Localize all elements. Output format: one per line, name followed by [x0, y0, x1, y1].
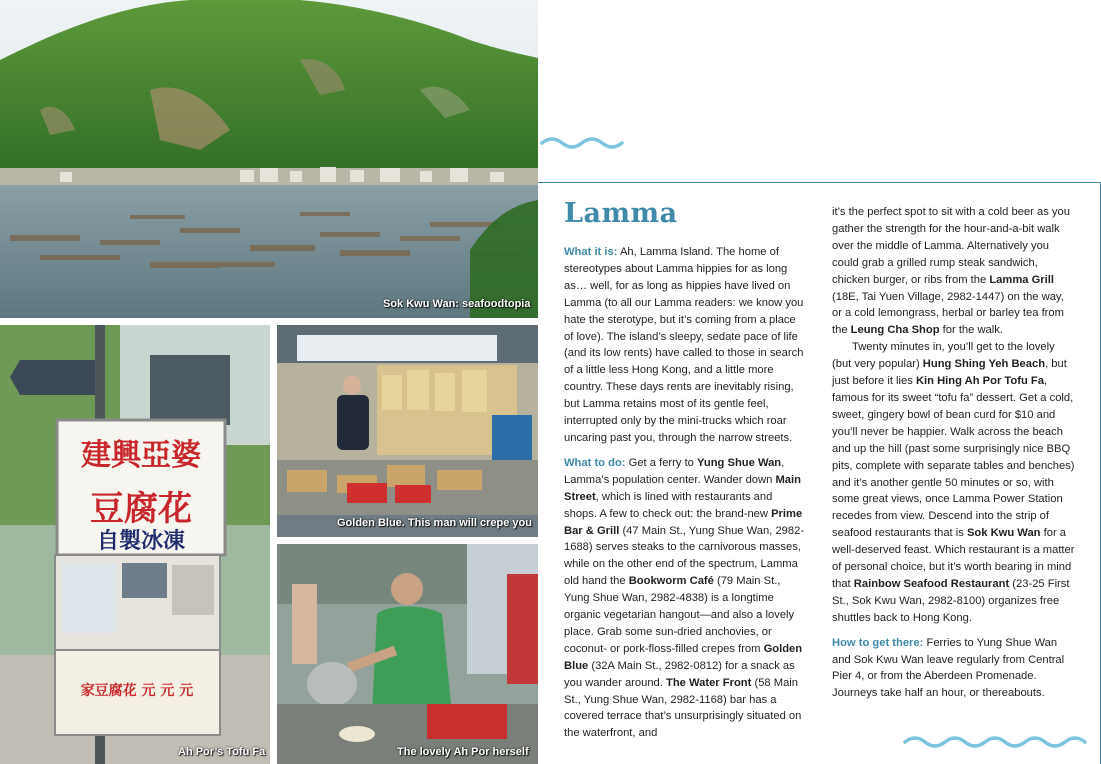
- place-name: Yung Shue Wan: [697, 456, 782, 469]
- photo-caption: Sok Kwu Wan: seafoodtopia: [383, 298, 531, 310]
- article-title: Lamma: [564, 198, 678, 229]
- ah-por-photo: [277, 544, 538, 764]
- paragraph-text: (79 Main St., Yung Shue Wan, 2982-4838) is a longtime organic vegetarian hangout—and also a lovely place. Grab some sun-dried anchovies, or coconut- or pork-floss-filled crepes from: [564, 575, 795, 655]
- place-name: Kin Hing Ah Por Tofu Fa: [915, 375, 1044, 388]
- golden-blue-photo: [277, 325, 538, 537]
- place-name: Hung Shing Yeh Beach: [922, 358, 1046, 371]
- section-heading: What to do:: [564, 456, 626, 469]
- place-name: Rainbow Seafood Restaurant: [853, 577, 1010, 590]
- paragraph-text: , Lamma’s population center. Wander down: [564, 456, 785, 486]
- section-heading: How to get there:: [832, 636, 924, 649]
- sign-board-small: 家豆腐花 元 元 元: [80, 683, 194, 699]
- place-name: Bookworm Café: [628, 575, 714, 588]
- place-name: Prime Bar & Grill: [564, 507, 803, 537]
- paragraph-text: (58 Main St., Yung Shue Wan, 2982-1168) bar has a covered terrace that’s unsurprisingly situated on the waterfront, and: [564, 676, 802, 740]
- lamma-harbour-photo: [0, 0, 538, 318]
- place-name: Lamma Grill: [989, 273, 1054, 286]
- paragraph-what-it-is: [564, 244, 808, 447]
- paragraph-text: it’s the perfect spot to sit with a cold beer as you gather the strength for the hour-and-a-bit walk over the middle of Lamma. Alternatively you could grab a grilled rump steak sandwich, chicken burger, or ribs from the: [832, 206, 1070, 286]
- article-column-1: [564, 244, 808, 742]
- paragraph-text: Ferries to Yung Shue Wan and Sok Kwu Wan leave regularly from Central Pier 4, or from the Aberdeen Promenade. Journeys take half an hour, or thereabouts.: [832, 636, 1065, 700]
- paragraph-text: (18E, Tai Yuen Village, 2982-1447) on the way, or a cold lemongrass, herbal or barley tea from the: [832, 290, 1064, 337]
- paragraph-how-to-get-there: [832, 635, 1076, 703]
- photo-caption: Golden Blue. This man will crepe you: [337, 517, 532, 529]
- paragraph-continued: [832, 204, 1076, 339]
- place-name: The Water Front: [666, 676, 752, 689]
- photo-caption: The lovely Ah Por herself: [397, 746, 529, 758]
- ah-por-illustration: [277, 544, 538, 764]
- harbour-illustration: [0, 0, 538, 318]
- paragraph-walk: [832, 339, 1076, 626]
- shop-illustration: [277, 325, 538, 537]
- place-name: Leung Cha Shop: [850, 324, 940, 337]
- paragraph-text: , which is lined with restaurants and shops. A few to check out: the brand-new: [564, 490, 773, 520]
- paragraph-text: for the walk.: [939, 324, 1003, 337]
- place-name: Golden Blue: [564, 642, 803, 672]
- sign-line-3: 自製冰凍: [96, 528, 186, 554]
- paragraph-text: (23-25 First St., Sok Kwu Wan, 2982-8100) organizes free shuttles back to Hong Kong.: [832, 577, 1070, 624]
- paragraph-text: Twenty minutes in, you’ll get to the lovely (but very popular): [832, 341, 1055, 371]
- tofu-fa-sign-photo: [0, 325, 270, 764]
- paragraph-text: (32A Main St., 2982-0812) for a snack as you wander around.: [564, 659, 795, 689]
- sign-line-2: 豆腐花: [90, 489, 192, 529]
- place-name: Main Street: [564, 473, 801, 503]
- paragraph-text: , but just before it lies: [832, 358, 1067, 388]
- sign-illustration: [0, 325, 270, 764]
- paragraph-text: for a well-deserved feast. Which restaurant is a matter of personal choice, but it’s worth bearing in mind that: [832, 527, 1075, 590]
- paragraph-text: , famous for its sweet “tofu fa” dessert. Get a cold, sweet, gingery bowl of bean curd for $10 and you’ll never be happier. Walk across the beach and up the hill (past some surprisingly nice BBQ pits, complete with separate tables and benches) and it’s another gentle 50 minutes or so, with some great views, once Lamma Power Station recedes from view. Descend into the strip of seafood restaurants that is: [832, 375, 1075, 540]
- section-heading: What it is:: [564, 246, 618, 258]
- paragraph-text: (47 Main St., Yung Shue Wan, 2982-1688) serves steaks to the carnivorous masses, while on the other end of the spectrum, Lamma old hand the: [564, 524, 805, 588]
- paragraph-what-to-do: [564, 455, 808, 742]
- place-name: Sok Kwu Wan: [966, 527, 1041, 540]
- paragraph-text: Get a ferry to: [625, 456, 698, 469]
- wave-decoration: [540, 134, 626, 152]
- paragraph-text: Ah, Lamma Island. The home of stereotypes about Lamma hippies for as long as… well, for as long as hippies have lived on Lamma (to all our Lamma readers: we know you hate the sterotype, but it’s coming from a place of love). The island’s sleepy, sedate pace of life (and its low rents) have called to those in search of a little less Hong Kong, and a little more country. These days rents are inevitably rising, but Lamma retains most of its gentle feel, interrupted only by the mini-trucks which roar uncaring past you, through the narrow streets.: [564, 246, 804, 444]
- article-column-2: [832, 204, 1076, 702]
- sign-line-1: 建興亞婆: [81, 438, 201, 473]
- photo-caption: Ah Por’s Tofu Fa: [178, 746, 266, 758]
